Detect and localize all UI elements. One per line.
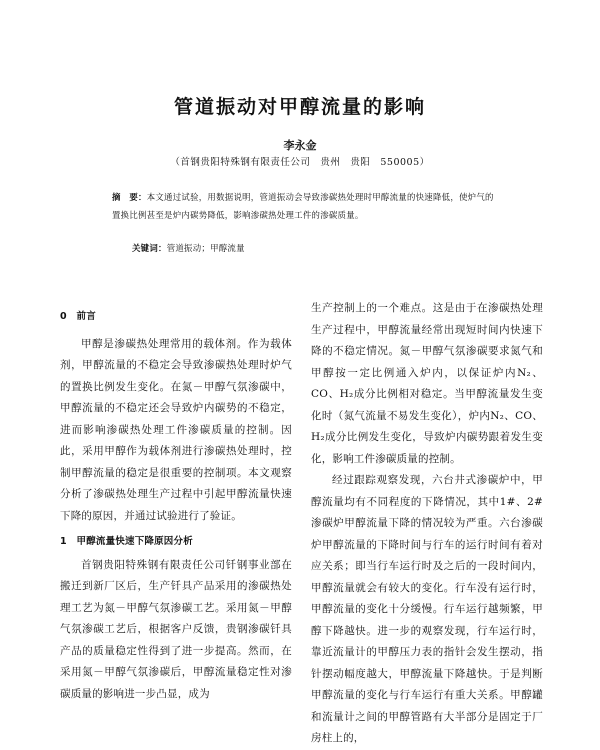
abstract <box>112 188 500 224</box>
author-affiliation: （首钢贵阳特殊钢有限责任公司 贵州 贵阳 550005） <box>170 157 430 168</box>
section-1-heading: 1 甲醇流量快速下降原因分析 <box>60 536 193 547</box>
section-0-heading: 0 前言 <box>60 311 96 322</box>
left-column <box>60 298 292 705</box>
paper-title: 管道振动对甲醇流量的影响 <box>173 96 426 118</box>
intro-paragraph: 甲醇是渗碳热处理常用的载体剂。作为载体剂，甲醇流量的不稳定会导致渗碳热处理时炉气的置换比例发生变化。在氮－甲醇气氛渗碳中，甲醇流量的不稳定还会导致炉内碳势的不稳定，进而影响渗碳热处理工件渗碳质量的控制。因此，采用甲醇作为载体剂进行渗碳热处理时，控制甲醇流量的稳定是很重要的控制项。本文观察分析了渗碳热处理生产过程中引起甲醇流量快速下降的原因，并通过试验进行了验证。 <box>60 337 292 522</box>
continued-paragraph: 生产控制上的一个难点。这是由于在渗碳热处理生产过程中，甲醇流量经常出现短时间内快速下降的不稳定情况。氮－甲醇气氛渗碳要求氮气和甲醇按一定比例通入炉内，以保证炉内N₂、CO、H₂成分比例相对稳定。当甲醇流量发生变化时（氮气流量不易发生变化），炉内N₂、CO、H₂成分比例发生变化，导致炉内碳势跟着发生变化，影响工件渗碳质量的控制。 <box>311 302 543 465</box>
author-name: 李永金 <box>283 139 317 152</box>
section-1-paragraph: 首钢贵阳特殊钢有限责任公司钎钢事业部在搬迁到新厂区后，生产钎具产品采用的渗碳热处理工艺为氮－甲醇气氛渗碳工艺。采用氮－甲醇气氛渗碳工艺后，根据客户反馈，贵钢渗碳钎具产品的质量稳定性得到了进一步提高。然而，在采用氮－甲醇气氛渗碳后，甲醇流量稳定性对渗碳质量的影响进一步凸显，成为 <box>60 558 292 700</box>
abstract-label: 摘 要： <box>112 192 147 202</box>
keywords-label: 关键词： <box>132 243 167 253</box>
right-column <box>311 298 543 750</box>
keywords <box>132 242 492 254</box>
keywords-text: 管道振动；甲醇流量 <box>166 243 245 253</box>
abstract-text: 本文通过试验，用数据说明，管道振动会导致渗碳热处理时甲醇流量的快速降低，使炉气的置换比例甚至是炉内碳势降低，影响渗碳热处理工件的渗碳质量。 <box>112 192 494 220</box>
observation-paragraph: 经过跟踪观察发现，六台井式渗碳炉中，甲醇流量均有不同程度的下降情况，其中1#、2#渗碳炉甲醇流量下降的情况较为严重。六台渗碳炉甲醇流量的下降时间与行车的运行时间有着对应关系；即当行车运行时及之后的一段时间内，甲醇流量就会有较大的变化。行车没有运行时，甲醇流量的变化十分缓慢。行车运行越频繁，甲醇下降越快。进一步的观察发现，行车运行时，靠近流量计的甲醇压力表的指针会发生摆动，指针摆动幅度越大，甲醇流量下降越快。于是判断甲醇流量的变化与行车运行有重大关系。甲醇罐和流量计之间的甲醇管路有大半部分是固定于厂房柱上的， <box>311 474 543 744</box>
